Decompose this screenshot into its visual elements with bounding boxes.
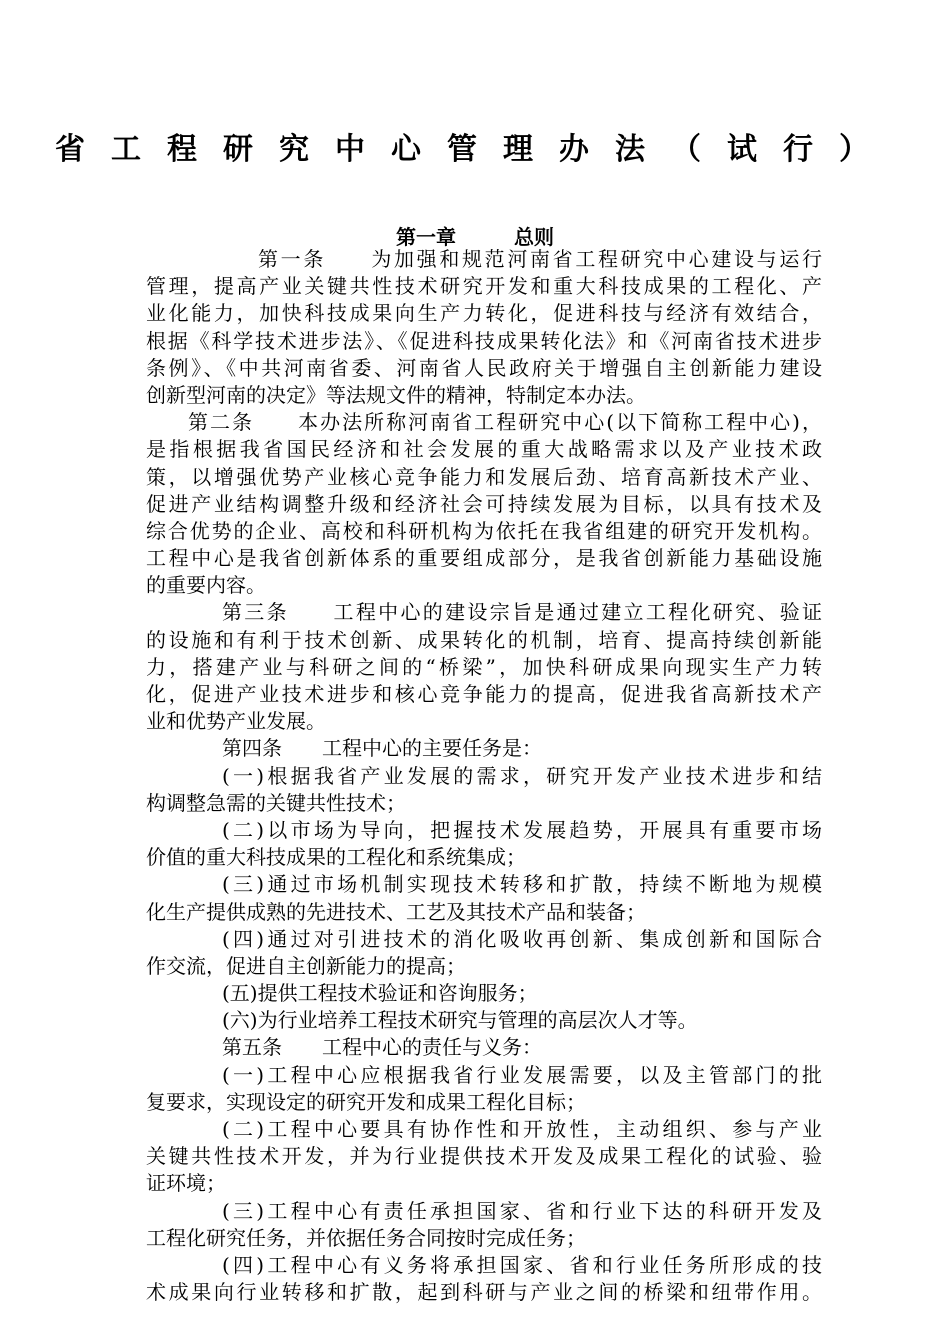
document-title: 省工程研究中心管理办法（试行）: [55, 132, 895, 167]
paragraph-line: (四)工程中心有义务将承担国家、省和行业任务所形成的技: [222, 1252, 822, 1277]
body-text: [146, 246, 822, 1306]
paragraph-line: (三)通过市场机制实现技术转移和扩散，持续不断地为规模: [222, 872, 822, 897]
paragraph-line: 是指根据我省国民经济和社会发展的重大战略需求以及产业技术政: [146, 437, 822, 462]
paragraph-line: 术成果向行业转移和扩散，起到科研与产业之间的桥梁和纽带作用。: [146, 1280, 822, 1305]
chapter-number: 第一章: [396, 225, 456, 249]
paragraph-line: 力，搭建产业与科研之间的“桥梁”，加快科研成果向现实生产力转: [146, 654, 822, 679]
paragraph-line: 化生产提供成熟的先进技术、工艺及其技术产品和装备；: [146, 899, 646, 924]
paragraph-line: 业和优势产业发展。: [146, 709, 326, 734]
paragraph-line: 复要求，实现设定的研究开发和成果工程化目标；: [146, 1089, 586, 1114]
paragraph-line: 策，以增强优势产业核心竞争能力和发展后劲、培育高新技术产业、: [146, 464, 822, 489]
paragraph-line: (二)工程中心要具有协作性和开放性，主动组织、参与产业: [222, 1117, 822, 1141]
paragraph-line: 综合优势的企业、高校和科研机构为依托在我省组建的研究开发机构。: [146, 518, 822, 543]
paragraph-line: 关键共性技术开发，并为行业提供技术开发及成果工程化的试验、验: [146, 1144, 822, 1169]
paragraph-line: 第一条 为加强和规范河南省工程研究中心建设与运行: [258, 247, 822, 271]
paragraph-line: (六)为行业培养工程技术研究与管理的高层次人才等。: [222, 1008, 698, 1033]
paragraph-line: 证环境；: [146, 1171, 226, 1196]
paragraph-line: 管理，提高产业关键共性技术研究开发和重大科技成果的工程化、产: [146, 274, 822, 299]
paragraph-line: 根据《科学技术进步法》、《促进科技成果转化法》和《河南省技术进步: [146, 328, 822, 353]
paragraph-line: 第四条 工程中心的主要任务是：: [222, 736, 542, 761]
paragraph-line: 促进产业结构调整升级和经济社会可持续发展为目标，以具有技术及: [146, 491, 822, 516]
paragraph-line: 第五条 工程中心的责任与义务：: [222, 1035, 542, 1060]
paragraph-line: (一)工程中心应根据我省行业发展需要，以及主管部门的批: [222, 1062, 822, 1087]
paragraph-line: 价值的重大科技成果的工程化和系统集成；: [146, 845, 526, 870]
paragraph-line: 的设施和有利于技术创新、成果转化的机制，培育、提高持续创新能: [146, 627, 822, 652]
paragraph-line: 条例》、《中共河南省委、河南省人民政府关于增强自主创新能力建设: [146, 355, 822, 380]
paragraph-line: 业化能力，加快科技成果向生产力转化，促进科技与经济有效结合，: [146, 301, 822, 326]
paragraph-line: (一)根据我省产业发展的需求，研究开发产业技术进步和结: [222, 763, 822, 788]
paragraph-line: (二)以市场为导向，把握技术发展趋势，开展具有重要市场: [222, 817, 822, 842]
paragraph-line: 的重要内容。: [146, 573, 266, 598]
chapter-name: 总则: [514, 225, 554, 249]
paragraph-line: 第二条 本办法所称河南省工程研究中心(以下简称工程中心)，: [188, 410, 822, 435]
paragraph-line: 构调整急需的关键共性技术；: [146, 790, 406, 815]
paragraph-line: (四)通过对引进技术的消化吸收再创新、集成创新和国际合: [222, 926, 822, 951]
paragraph-line: (三)工程中心有责任承担国家、省和行业下达的科研开发及: [222, 1198, 822, 1223]
paragraph-line: 作交流，促进自主创新能力的提高；: [146, 953, 466, 978]
paragraph-line: 第三条 工程中心的建设宗旨是通过建立工程化研究、验证: [222, 600, 822, 625]
paragraph-line: 创新型河南的决定》等法规文件的精神，特制定本办法。: [146, 382, 646, 407]
paragraph-line: 化，促进产业技术进步和核心竞争能力的提高，促进我省高新技术产: [146, 682, 822, 706]
paragraph-line: 工程中心是我省创新体系的重要组成部分，是我省创新能力基础设施: [146, 546, 822, 571]
paragraph-line: (五)提供工程技术验证和咨询服务；: [222, 981, 538, 1006]
paragraph-line: 工程化研究任务，并依据任务合同按时完成任务；: [146, 1225, 586, 1250]
